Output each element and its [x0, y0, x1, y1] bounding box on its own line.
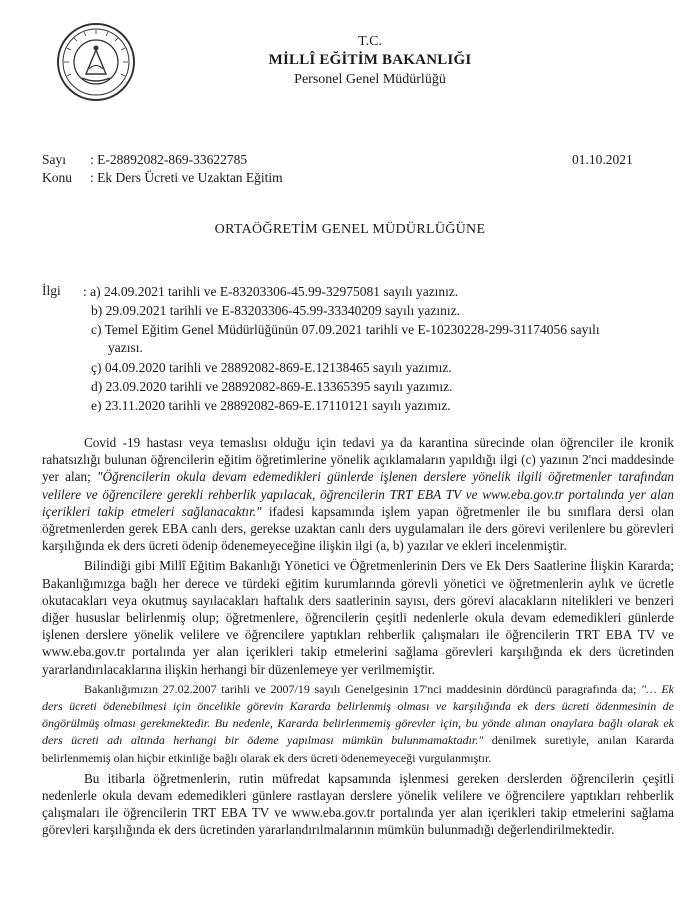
document-date: 01.10.2021 — [572, 152, 633, 167]
header-ministry: MİLLÎ EĞİTİM BAKANLIĞI — [268, 52, 472, 68]
paragraph-3-quote: "… Ek ders ücreti ödenebilmesi için öncelikle görevin Kararda belirlenmiş olması ve karşılığında ek ders ücreti ödenmesinin de öngörülmüş olması gerekmektedir. Bu nedenle, Kararda belirlenmemiş görevler için, bu yönde alınan onaylara bağlı olarak ek ders ücreti adı altında herhangi bir ödeme yapılması mümkün bulunmamaktadır." — [42, 681, 674, 748]
header-country: T.C. — [358, 34, 382, 49]
konu-row — [42, 170, 283, 186]
paragraph-3: Bakanlığımızın 27.02.2007 tarihli ve 2007/19 sayılı Genelgesinin 17'nci maddesinin dördüncü paragrafında da; "… Ek ders ücreti ödenebilmesi için öncelikle görevin Kararda belirlenmiş olması ve karşılığında ek ders ücreti ödenmesinin de öngörülmüş olması gerekmektedir. Bu nedenle, Kararda belirlenmemiş görevler için, bu yönde alınan onaylara bağlı olarak ek ders ücreti adı altında herhangi bir ödeme yapılması mümkün bulunmamaktadır." denilmek suretiyle, anılan Kararda belirlenmemiş olan hiçbir etkinliğe bağlı olarak ek ders ücreti ödenemeyeceği vurgulanmıştır. — [42, 681, 675, 765]
ilgi-item-b: b) 29.09.2021 tarihli ve E-83203306-45.99-33340209 sayılı yazınız. — [91, 303, 460, 318]
konu-label: Konu — [42, 170, 72, 185]
ilgi-item-a: : a) 24.09.2021 tarihli ve E-83203306-45.99-32975081 sayılı yazınız. — [83, 284, 459, 299]
ilgi-label: İlgi — [42, 283, 61, 298]
addressee: ORTAÖĞRETİM GENEL MÜDÜRLÜĞÜNE — [214, 222, 486, 237]
sayi-row — [42, 152, 247, 168]
ministry-seal-logo — [56, 22, 136, 102]
letter-body — [42, 434, 674, 839]
paragraph-1-quote: "Öğrencilerin okula devam edemedikleri günlerde işlenen derslere yönelik ilgili öğretmenler tarafından velilere ve öğrencilere gerekli rehberlik yapılacak, öğrencilerin TRT EBA TV ve www.eba.gov.tr portalında yer alan içerikleri takip etmeleri sağlanacaktır." — [42, 469, 675, 519]
paragraph-2: Bilindiği gibi Millî Eğitim Bakanlığı Yönetici ve Öğretmenlerinin Ders ve Ek Ders Saatlerine İlişkin Kararda; Bakanlığımızga bağlı her derece ve türdeki eğitim kurumlarında görevli yönetici ve öğretmenlerin aylık ve ücretle okutacakları veya okutmuş sayılacakları haftalık ders saatlerinin sayısı, ders görevi alacakların nitelikleri ve benzeri diğer hususlar belirlenmiş olup; öğretmenlere, öğrencilerin çeşitli nedenlerle okula devam edemedikleri günlerde işlenen derslere yönelik velilere ve öğrencilere yaptıkları rehberlik çalışmaları ile öğrencilerin TRT EBA TV ve www.eba.gov.tr portalında yer alan içerikleri takip etmelerini sağlama görevleri karşılığında ek ders ücretinden yararlandırılacaklarına ilişkin herhangi bir düzenlemeye yer verilmemiştir. — [42, 558, 674, 677]
ilgi-item-c-cont: yazısı. — [108, 340, 143, 355]
sayi-label: Sayı — [42, 152, 67, 167]
ilgi-item-d: d) 23.09.2020 tarihli ve 28892082-869-E.13365395 sayılı yazımız. — [91, 379, 453, 394]
header-department: Personel Genel Müdürlüğü — [294, 72, 446, 87]
konu-value: : Ek Ders Ücreti ve Uzaktan Eğitim — [90, 170, 283, 185]
ilgi-item-e: e) 23.11.2020 tarihli ve 28892082-869-E.17110121 sayılı yazımız. — [91, 398, 451, 413]
paragraph-1: Covid -19 hastası veya temaslısı olduğu için tedavi ya da karantina sürecinde olan öğrenciler ile kronik rahatsızlığı bulunan öğrencilerin eğitim öğretimlerine yönelik açıklamaların yapıldığı ilgi (c) yazının 2'nci maddesinde yer alan; "Öğrencilerin okula devam edemedikleri günlerde işlenen derslere yönelik ilgili öğretmenler tarafından velilere ve öğrencilere gerekli rehberlik yapılacak, öğrencilerin TRT EBA TV ve www.eba.gov.tr portalında yer alan içerikleri takip etmeleri sağlanacaktır." ifadesi kapsamında işlem yapan öğretmenler ile bu sınıflara dersi olan öğretmenlerden gerek EBA canlı ders, gerekse uzaktan canlı ders uygulamaları ile ders görevi verilenlere bu görevleri karşılığında ek ders ücreti ödenip ödenemeyeceğine ilişkin ilgi (a, b) yazılar ve ekleri incelenmiştir. — [42, 435, 675, 554]
ilgi-item-c: c) Temel Eğitim Genel Müdürlüğünün 07.09.2021 tarihli ve E-10230228-299-31174056 sayılı — [91, 322, 600, 337]
paragraph-4: Bu itibarla öğretmenlerin, rutin müfredat kapsamında işlenmesi gereken derslerden öğrencilerin çeşitli nedenlerle okula devam edemedikleri günlere rastlayan derslere yönelik velilere ve öğrencilere yaptıkları rehberlik çalışmaları ile öğrencilerin TRT EBA TV ve www.eba.gov.tr portalında yer alan içerikleri takip etmelerini sağlama görevleri karşılığında ek ders ücretinden yararlandırılmalarının mümkün bulunmadığı değerlendirilmektedir. — [42, 770, 674, 838]
ilgi-item-cc: ç) 04.09.2020 tarihli ve 28892082-869-E.12138465 sayılı yazımız. — [91, 360, 452, 375]
sayi-value: : E-28892082-869-33622785 — [90, 152, 248, 167]
